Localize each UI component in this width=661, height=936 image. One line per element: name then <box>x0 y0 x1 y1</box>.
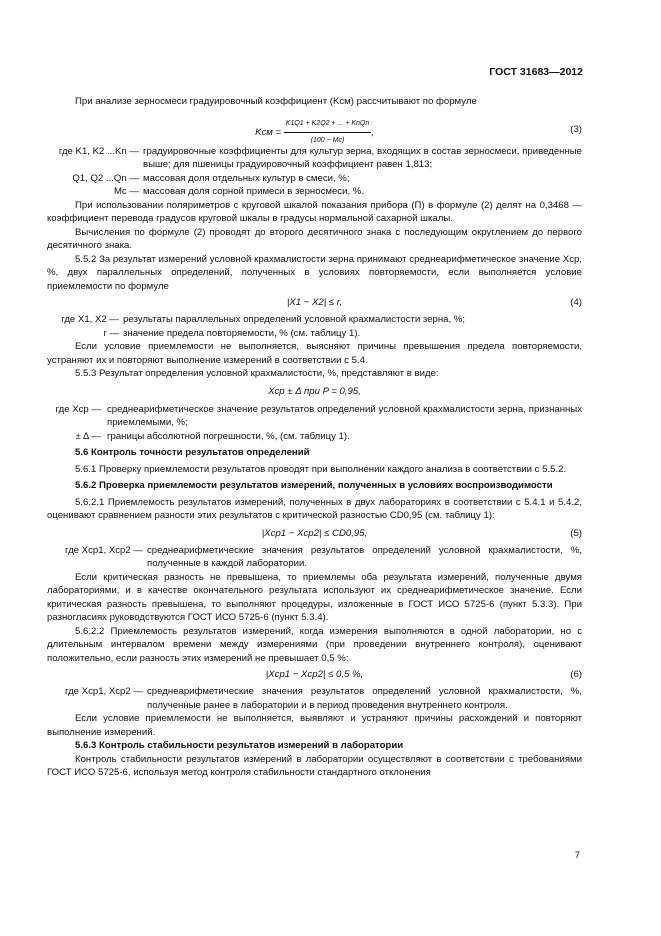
where-value: среднеарифметические значения результатов определений условной крахмалистости, %, полученные в каждой лаборатории. <box>147 544 582 569</box>
paragraph: Если условие приемлемости не выполняется, выясняют причины превышения предела повторяемости, устраняют их и повторяют выполнение измерений в соответствии с 5.4. <box>47 341 582 366</box>
paragraph: Вычисления по формуле (2) проводят до второго десятичного знака с последующим округлением до первого десятичного знака. <box>47 226 582 251</box>
section-heading: 5.6.3 Контроль стабильности результатов измерений в лаборатории <box>75 740 404 751</box>
text-body <box>47 95 582 780</box>
equation-4 <box>47 296 582 310</box>
equation-number: (3) <box>570 123 582 135</box>
where-value: градуировочные коэффициенты для культур зерна, входящих в состав зерносмеси, приведенные выше; для пшеницы градуировочный коэффициент равен 1,813; <box>143 145 582 170</box>
where-key: где X1, X2 — <box>61 314 119 325</box>
paragraph: Контроль стабильности результатов измерений в лаборатории осуществляют в соответствии с требованиями ГОСТ ИСО 5725-6, используя метод контроля стабильности стандартного отклонения <box>47 753 582 778</box>
paragraph: 5.5.2 За результат измерений условной крахмалистости зерна принимают среднеарифметическое значение Xср, %, двух параллельных определений, полученных в условиях повторяемости, если выполняется условие приемлемости по формуле <box>47 253 582 292</box>
where-key: где Xср1, Xср2 — <box>65 544 143 556</box>
section-heading: 5.6.2 Проверка приемлемости результатов измерений, полученных в условиях воспроизводимости <box>75 480 553 491</box>
equation-3 <box>47 115 582 145</box>
where-item <box>47 685 582 712</box>
fraction-numerator: K1Q1 + K2Q2 + ... + KnQn <box>284 117 371 133</box>
equation-fraction <box>284 117 371 148</box>
where-item <box>47 185 582 199</box>
equation-formula: |Xср1 − Xср2| ≤ 0,5 %, <box>265 669 364 680</box>
equation-formula: |X1 − X2| ≤ r, <box>286 297 343 308</box>
equation-6 <box>47 668 582 682</box>
page-number: 7 <box>574 850 580 861</box>
equation-lhs: Kсм = <box>255 126 282 138</box>
equation-formula: |Xср1 − Xср2| ≤ CD0,95, <box>261 527 368 539</box>
equation-tail: , <box>371 126 374 138</box>
fraction-denominator: (100 − Mc) <box>310 136 345 144</box>
where-value: границы абсолютной погрешности, %, (см. таблицу 1). <box>107 430 350 442</box>
document-code: ГОСТ 31683—2012 <box>489 66 583 78</box>
paragraph: 5.6.1 Проверку приемлемости результатов проводят при выполнении каждого анализа в соответствии с 5.5.2. <box>75 463 567 475</box>
where-key: где Xср1, Xср2 — <box>65 686 143 697</box>
equation-result <box>47 385 582 399</box>
where-item <box>47 430 582 444</box>
paragraph: 5.6.2.1 Приемлемость результатов измерений, полученных в двух лабораториях в соответствии с 5.4.1 и 5.4.2, оценивают сравнением разности этих результатов с критической разностью CD0,95 (см. таблицу 1): <box>47 496 582 521</box>
where-key: r — <box>103 327 119 339</box>
where-key: Mc — <box>113 186 139 197</box>
where-item <box>47 145 582 172</box>
paragraph: Если критическая разность не превышена, то приемлемы оба результата измерений, полученные двумя лабораториями, и в качестве окончательного результата используют их среднеарифметическое значение. Если критическая разность превышена, то выполняют процедуры, изложенные в ГОСТ ИСО 5725-6 (пункт 5.3.3). При разногласиях руководствуются ГОСТ ИСО 5725-6 (пункт 5.3.4). <box>47 571 582 623</box>
where-value: среднеарифметические значения результатов определений условной крахмалистости, %, полученные ранее в лаборатории и в период проведения внутреннего контроля. <box>147 686 582 711</box>
where-key: где Xср — <box>55 403 101 415</box>
where-item <box>47 327 582 341</box>
paragraph: Если условие приемлемости не выполняется, выявляют и устраняют причины расхождений и повторяют выполнение измерений. <box>47 713 582 738</box>
where-item <box>47 544 582 571</box>
where-key: Q1, Q2 ...Qn — <box>72 172 139 184</box>
where-item <box>47 313 582 327</box>
where-item <box>47 403 582 430</box>
where-item <box>47 172 582 186</box>
equation-formula: Xср ± Δ при P = 0,95, <box>268 385 361 397</box>
where-value: массовая доля отдельных культур в смеси, %; <box>143 172 350 184</box>
where-value: массовая доля сорной примеси в зерносмеси, %. <box>143 186 364 197</box>
section-heading: 5.6 Контроль точности результатов определений <box>75 447 310 458</box>
where-value: результаты параллельных определений условной крахмалистости зерна, %; <box>123 314 466 325</box>
paragraph: 5.5.3 Результат определения условной крахмалистости, %, представляют в виде: <box>75 368 439 379</box>
where-value: значение предела повторяемости, % (см. таблицу 1). <box>123 327 361 339</box>
paragraph: При анализе зерносмеси градуировочный коэффициент (Kсм) рассчитывают по формуле <box>75 96 477 107</box>
where-key: где K1, K2 ...Kn — <box>58 145 139 157</box>
equation-number: (6) <box>570 669 582 680</box>
equation-number: (4) <box>570 297 582 308</box>
where-value: среднеарифметическое значение результатов определений условной крахмалистости зерна, признанных приемлемыми, %; <box>107 403 582 428</box>
equation-5 <box>47 527 582 541</box>
paragraph: 5.6.2.2 Приемлемость результатов измерений, когда измерения выполняются в одной лаборатории, но с длительным интервалом времени между измерениями (при проведении внутреннего контроля), оценивают положительно, если разность этих измерений не превышает 0,5 %: <box>47 625 582 664</box>
paragraph: При использовании поляриметров с круговой шкалой показания прибора (П) в формуле (2) делят на 0,3468 — коэффициент перевода градусов круговой шкалы в градусы нормальной сахарной шкалы. <box>47 199 582 224</box>
where-key: ± Δ — <box>75 430 101 442</box>
equation-number: (5) <box>570 527 582 539</box>
